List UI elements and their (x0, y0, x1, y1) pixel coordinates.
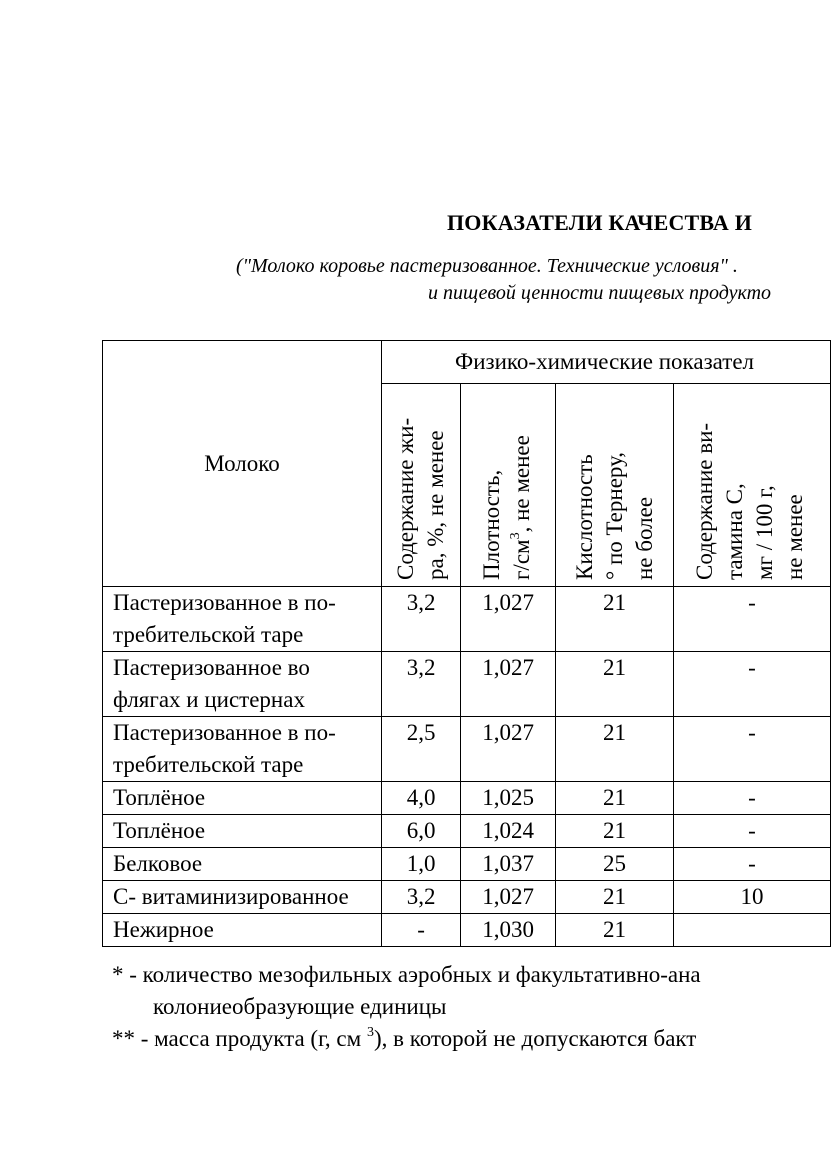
fat-cell: 3,2 (382, 652, 461, 717)
milk-name-cell (103, 881, 382, 914)
footnote-1-line2: колониеобразующие единицы (153, 994, 447, 1019)
vitamin-c-cell: - (673, 652, 830, 717)
footnote-1-line1: * - количество мезофильных аэробных и факультативно-ана (112, 962, 701, 987)
milk-column-header (103, 341, 382, 587)
milk-name-line1: Пастеризованное в по- (113, 590, 336, 615)
acidity-cell: 21 (556, 717, 674, 782)
fat-cell: 6,0 (382, 815, 461, 848)
document-subtitle-line1: ("Молоко коровье пастеризованное. Технические условия" . (236, 255, 738, 277)
document-subtitle-line2: и пищевой ценности пищевых продукто (428, 282, 772, 304)
quality-indicators-table (102, 340, 831, 947)
document-title: ПОКАЗАТЕЛИ КАЧЕСТВА И (447, 210, 753, 235)
density-header-tail: , не менее (509, 435, 535, 533)
physicochemical-group-header (382, 341, 831, 384)
milk-header-label: Молоко (204, 450, 280, 476)
density-header-line1: Плотность, (479, 469, 505, 580)
density-header-line2 (507, 435, 537, 580)
fat-cell: 2,5 (382, 717, 461, 782)
acidity-cell: 21 (556, 815, 674, 848)
vitc-header-line1: Содержание ви- (691, 422, 717, 580)
acidity-cell: 25 (556, 848, 674, 881)
vitamin-c-cell: - (673, 717, 830, 782)
density-cell: 1,027 (461, 652, 556, 717)
footnote-2-text-a: ** - масса продукта (г, см (112, 1026, 367, 1051)
acidity-cell: 21 (556, 914, 674, 947)
vitamin-c-cell: - (673, 848, 830, 881)
table-row (103, 782, 831, 815)
fat-cell: 3,2 (382, 587, 461, 652)
density-header-unit: г/см (509, 539, 535, 580)
milk-name-line1: С- витаминизированное (113, 884, 349, 909)
milk-name-cell (103, 815, 382, 848)
milk-name-line1: Топлёное (113, 818, 206, 843)
vitc-header-line3: мг / 100 г, (751, 485, 777, 580)
fat-cell: - (382, 914, 461, 947)
milk-name-cell (103, 652, 382, 717)
milk-name-line2: флягах и цистернах (113, 687, 305, 712)
milk-name-line1: Нежирное (113, 917, 214, 942)
fat-cell: 4,0 (382, 782, 461, 815)
acidity-cell: 21 (556, 652, 674, 717)
acidity-header-line2: ° по Тернеру, (601, 451, 627, 580)
vitamin-c-cell: - (673, 587, 830, 652)
vitamin-c-header (673, 384, 830, 587)
density-cell: 1,027 (461, 881, 556, 914)
density-cell: 1,027 (461, 717, 556, 782)
footnote-2-sup: 3 (366, 1025, 374, 1040)
milk-name-cell (103, 782, 382, 815)
acidity-header (556, 384, 674, 587)
fat-header-line1: Содержание жи- (393, 417, 419, 580)
density-cell: 1,025 (461, 782, 556, 815)
table-row (103, 717, 831, 782)
fat-cell: 1,0 (382, 848, 461, 881)
density-cell: 1,027 (461, 587, 556, 652)
milk-name-cell (103, 848, 382, 881)
table-row (103, 881, 831, 914)
group-header-label: Физико-химические показател (455, 349, 755, 374)
vitamin-c-cell: - (673, 815, 830, 848)
footnotes (112, 959, 701, 1055)
density-cell: 1,030 (461, 914, 556, 947)
vitamin-c-cell (673, 914, 830, 947)
footnote-2 (112, 1023, 701, 1055)
table-row (103, 815, 831, 848)
milk-name-line1: Пастеризованное во (113, 655, 310, 680)
density-header-sup: 3 (508, 532, 524, 540)
milk-name-cell (103, 914, 382, 947)
acidity-cell: 21 (556, 587, 674, 652)
vitamin-c-cell: 10 (673, 881, 830, 914)
milk-name-line1: Топлёное (113, 785, 206, 810)
table-row (103, 652, 831, 717)
milk-name-cell (103, 587, 382, 652)
fat-cell: 3,2 (382, 881, 461, 914)
fat-content-header (382, 384, 461, 587)
vitc-header-line4: не менее (781, 494, 807, 580)
fat-header-line2: ра, %, не менее (423, 430, 449, 580)
density-header (461, 384, 556, 587)
table-row (103, 587, 831, 652)
acidity-header-line1: Кислотность (571, 454, 597, 580)
density-cell: 1,024 (461, 815, 556, 848)
acidity-header-line3: не более (631, 496, 657, 580)
vitamin-c-cell: - (673, 782, 830, 815)
milk-name-line2: требительской таре (113, 752, 304, 777)
density-cell: 1,037 (461, 848, 556, 881)
footnote-2-text-b: ), в которой не допускаются бакт (373, 1026, 697, 1051)
table-row (103, 848, 831, 881)
table-row (103, 914, 831, 947)
acidity-cell: 21 (556, 881, 674, 914)
acidity-cell: 21 (556, 782, 674, 815)
milk-name-cell (103, 717, 382, 782)
milk-name-line1: Белковое (113, 851, 203, 876)
vitc-header-line2: тамина С, (721, 483, 747, 580)
milk-name-line2: требительской таре (113, 622, 304, 647)
milk-name-line1: Пастеризованное в по- (113, 720, 336, 745)
